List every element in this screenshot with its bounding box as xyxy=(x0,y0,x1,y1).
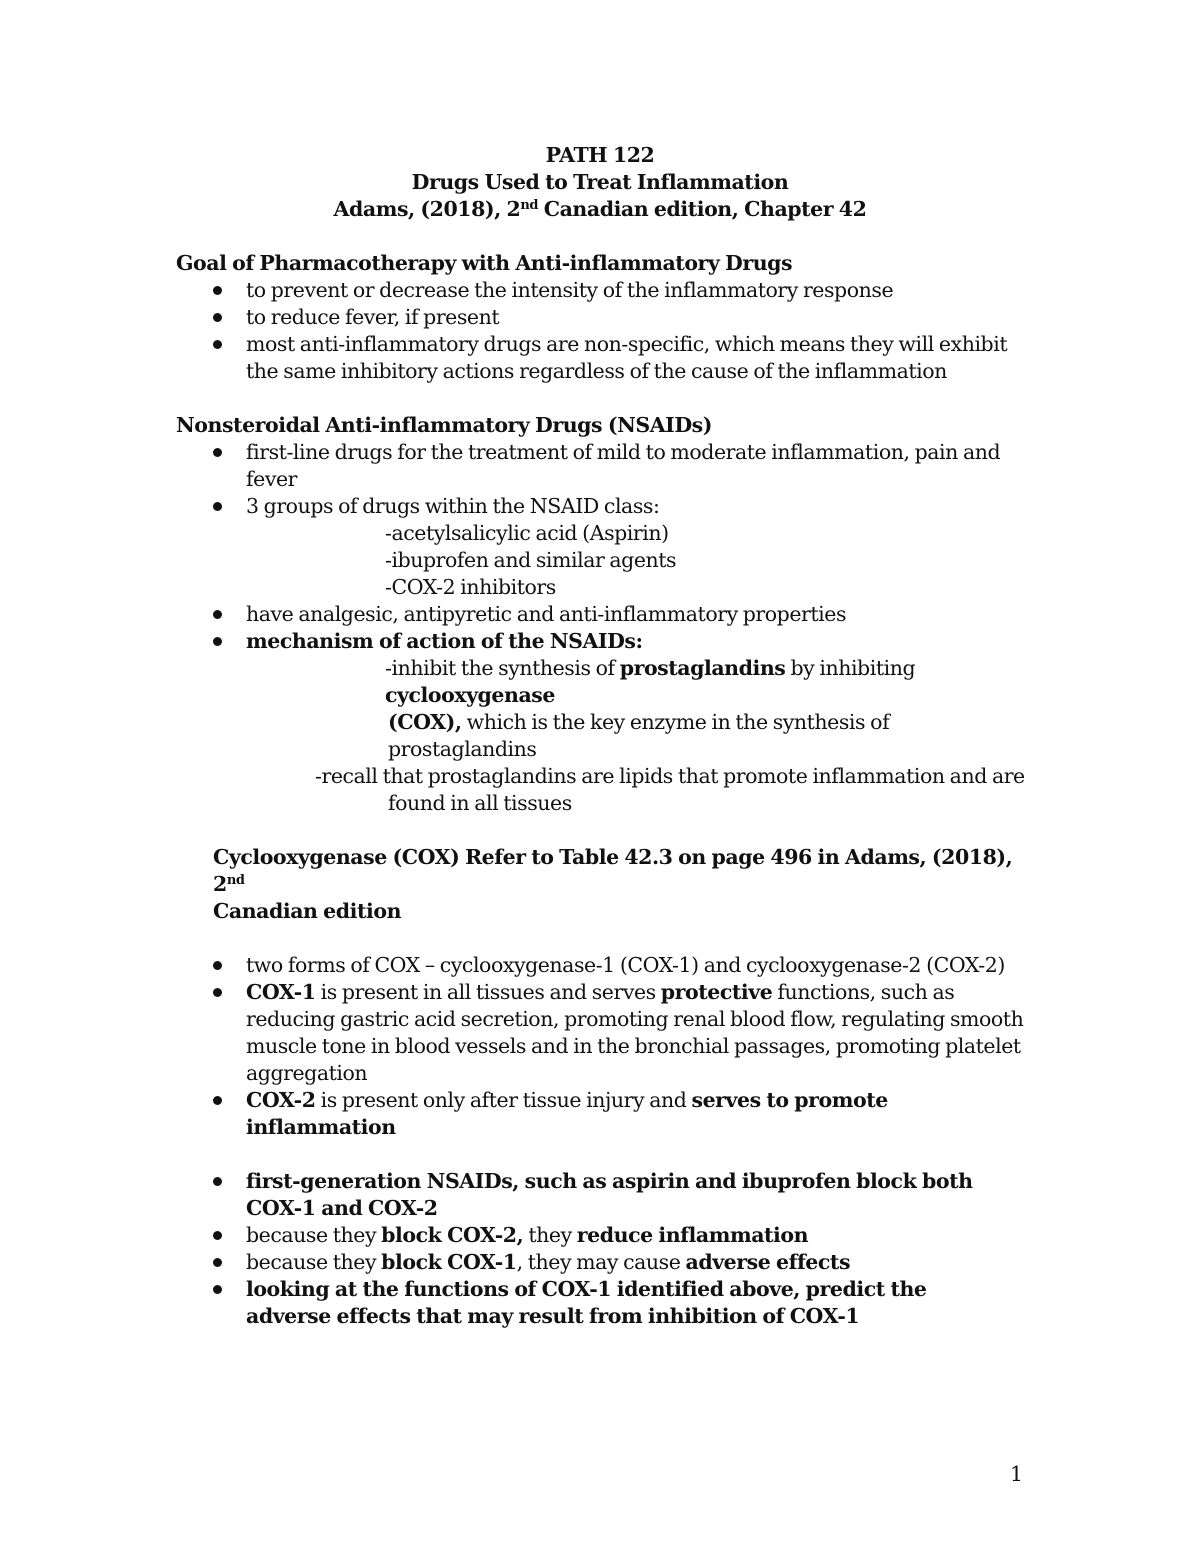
cox1-text-2: functions, such as reducing gastric acid secretion, promoting renal blood flow, regulating smooth muscle tone in blood vessels and in the bronchial passages, promoting platelet aggregation xyxy=(246,980,1024,1085)
cox-heading-superscript: nd xyxy=(226,873,245,888)
nsaids-heading: Nonsteroidal Anti-inflammatory Drugs (NSAIDs) xyxy=(176,413,712,437)
cox-bullet-2 xyxy=(176,979,1026,1087)
goal-list xyxy=(176,277,1036,385)
document-title: Drugs Used to Treat Inflammation xyxy=(411,170,789,194)
nsaids-bullet-3: have analgesic, antipyretic and anti-inflammatory properties xyxy=(176,601,1036,628)
term-reduce-inflammation: reduce inflammation xyxy=(576,1223,809,1247)
document-body xyxy=(176,142,1036,1330)
term-cox-2: COX-2 xyxy=(246,1088,316,1112)
cox-heading-text: Cyclooxygenase (COX) Refer to Table 42.3 on page 496 in Adams, (2018), 2 xyxy=(213,845,1013,896)
reference-post: Canadian edition, Chapter 42 xyxy=(538,197,867,221)
term-cox: (COX), xyxy=(388,710,462,734)
cox-list xyxy=(176,952,1036,1141)
nsaid-group-2: -ibuprofen and similar agents xyxy=(385,548,677,572)
effects-text-3: because they xyxy=(246,1250,382,1274)
goal-bullet-2: to reduce fever, if present xyxy=(176,304,1036,331)
cox-bullet-3 xyxy=(176,1087,1036,1141)
textbook-reference xyxy=(176,196,1024,223)
reference-pre: Adams, (2018), 2 xyxy=(333,197,521,221)
mechanism-heading: mechanism of action of the NSAIDs: xyxy=(246,629,643,653)
effects-bullet-4: looking at the functions of COX-1 identified above, predict the adverse effects that may result from inhibition of COX-1 xyxy=(176,1276,976,1330)
nsaids-list xyxy=(176,439,1036,817)
cox1-text-1: is present in all tissues and serves xyxy=(315,980,661,1004)
term-adverse-effects: adverse effects xyxy=(685,1250,851,1274)
mechanism-line-4: found in all tissues xyxy=(388,791,572,815)
effects-bullet-3 xyxy=(176,1249,1036,1276)
term-protective: protective xyxy=(660,980,773,1004)
nsaids-bullet-1: first-line drugs for the treatment of mild to moderate inflammation, pain and fever xyxy=(176,439,1036,493)
nsaids-bullet-4 xyxy=(176,628,1036,817)
effects-text-1: because they xyxy=(246,1223,382,1247)
effects-text-4: , they may cause xyxy=(516,1250,686,1274)
nsaids-groups-intro: 3 groups of drugs within the NSAID class: xyxy=(246,494,660,518)
nsaid-effects-list xyxy=(176,1168,1036,1330)
effects-text-2: they xyxy=(523,1223,577,1247)
term-prostaglandins: prostaglandins xyxy=(619,656,786,680)
mechanism-text-1: -inhibit the synthesis of xyxy=(385,656,620,680)
goal-bullet-3: most anti-inflammatory drugs are non-specific, which means they will exhibit the same inhibitory actions regardless of the cause of the inflammation xyxy=(176,331,1036,385)
term-block-cox-2: block COX-2, xyxy=(381,1223,524,1247)
goal-bullet-1: to prevent or decrease the intensity of the inflammatory response xyxy=(176,277,1036,304)
cox-heading xyxy=(176,844,1013,925)
page-number: 1 xyxy=(1010,1462,1024,1486)
nsaid-group-1: -acetylsalicylic acid (Aspirin) xyxy=(385,521,669,545)
cox-bullet-1: two forms of COX – cyclooxygenase-1 (COX-1) and cyclooxygenase-2 (COX-2) xyxy=(176,952,1016,979)
term-block-cox-1: block COX-1 xyxy=(381,1250,517,1274)
mechanism-line-3: -recall that prostaglandins are lipids that promote inflammation and are xyxy=(315,764,1025,788)
mechanism-line-2 xyxy=(176,709,1036,763)
mechanism-line-1 xyxy=(176,655,1036,709)
nsaid-group-3: -COX-2 inhibitors xyxy=(385,575,556,599)
goal-heading: Goal of Pharmacotherapy with Anti-inflammatory Drugs xyxy=(176,251,793,275)
mechanism-text-3: which is the key enzyme in the synthesis of prostaglandins xyxy=(388,710,890,761)
term-promote-inflammation: serves to promote inflammation xyxy=(246,1088,888,1139)
reference-superscript: nd xyxy=(520,198,539,213)
cox2-text-1: is present only after tissue injury and xyxy=(315,1088,692,1112)
cox-heading-edition: Canadian edition xyxy=(213,899,402,923)
term-cox-1: COX-1 xyxy=(246,980,316,1004)
mechanism-text-2: by inhibiting xyxy=(785,656,916,680)
course-code: PATH 122 xyxy=(545,143,655,167)
term-cyclooxygenase: cyclooxygenase xyxy=(385,683,555,707)
nsaids-bullet-2 xyxy=(176,493,1036,601)
effects-bullet-2 xyxy=(176,1222,1036,1249)
effects-bullet-1: first-generation NSAIDs, such as aspirin and ibuprofen block both COX-1 and COX-2 xyxy=(176,1168,1006,1222)
